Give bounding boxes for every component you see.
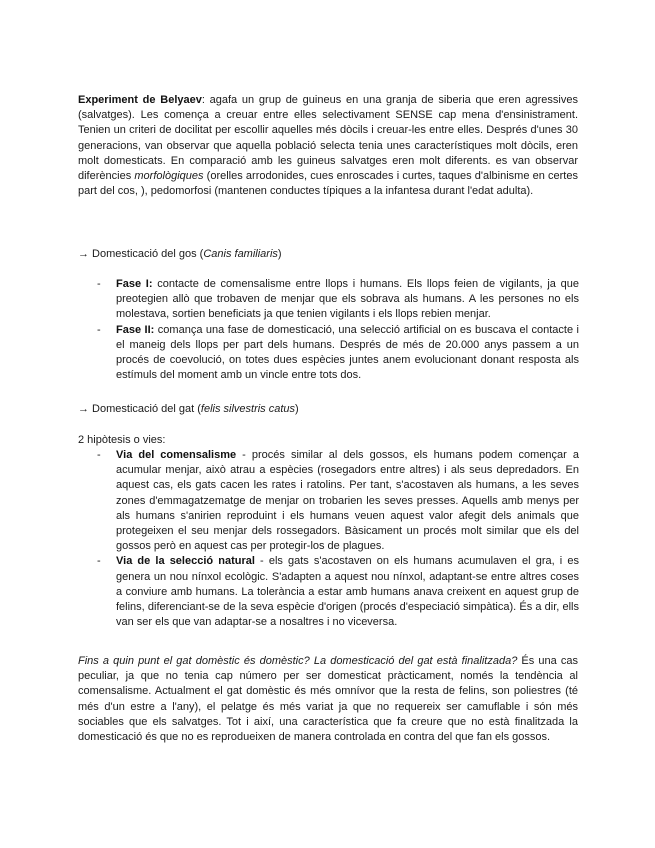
hypothesis-2-label: Via de la selecció natural — [116, 555, 255, 568]
intro-text-1: : agafa un grup de guineus en una granja de siberia que eren agressives (salvatges). Les comença a creuar entre elles selectivament SENSE cap mena d'ensinistrament. Tenien un criteri de docilitat per escollir aquelles més dòcils i creuar-les entre elles. Després d'unes 30 generacions, van observar que aquella població selecta tenia unes característiques molt dòcils, eren molt domesticats. En comparació amb les guineus salvatges eren molt diferents. es van observar diferències — [78, 94, 578, 183]
list-item — [97, 323, 579, 384]
phase-1-label: Fase I: — [116, 278, 153, 290]
dog-heading-prefix: → Domesticació del gos ( — [78, 248, 204, 260]
list-dash: - — [97, 323, 101, 336]
phase-2-text: comança una fase de domesticació, una selecció artificial on es buscava el contacte i el maneig dels llops per part dels humans. Després de més de 20.000 anys passem a un procés de coevolució, on totes dues espècies juntes anem evolucionant donant resposta als estímuls del moment amb un vincle entre tots dos. — [116, 323, 580, 382]
hypothesis-2-text: - els gats s'acostaven on els humans acumulaven el gra, i es genera un nou nínxol ecològic. S'adapten a aquest nou nínxol, adaptant-se entre altres coses a conviure amb humans. La tolerància a estar amb humans anava creixent en aquest grup de felins, diferenciant-se de la seva espècie d'origen (procés d'especiació simpàtica). És a dir, ells van ser els que van adaptar-se a nosaltres i no viceversa. — [116, 555, 579, 629]
list-dash: - — [97, 555, 101, 568]
intro-italic-word: morfològiques — [134, 170, 204, 183]
hypothesis-1-label: Via del comensalisme — [116, 449, 237, 461]
conclusion-text: És una cas peculiar, ja que no tenia cap número per ser domesticat pràcticament, només la tendència al comensalisme. Actualment el gat domèstic és més omnívor que la resta de felins, son poliestres (té més d'un estre a l'any), el pelatge és més variat ja que no requereix ser camuflable i són més sociables que els salvatges. Tot i així, una característica que fa creure que no està finalitzada la domesticació és que no es reprodueixen de manera controlada en contra del que fan els gossos. — [78, 655, 578, 744]
cat-subheading: 2 hipòtesis o vies: — [78, 434, 166, 446]
dog-heading-latin: Canis familiaris — [203, 248, 278, 260]
phase-1-text: contacte de comensalisme entre llops i humans. Els llops feien de vigilants, ja que preotegien allò que trobaven de menjar que els sobrava als humans. A les persones no els molestava, sortien beneficiats ja que tenien vigilants i els llops rebien menjar. — [116, 278, 579, 321]
cat-heading-suffix: ) — [295, 403, 299, 415]
cat-heading-prefix: → Domesticació del gat ( — [78, 403, 201, 415]
list-dash: - — [97, 449, 101, 461]
intro-paragraph — [78, 93, 578, 199]
cat-hypothesis-list — [97, 448, 579, 630]
dog-heading — [78, 247, 578, 262]
list-item — [97, 554, 579, 630]
dog-phase-list — [97, 277, 579, 383]
intro-title: Experiment de Belyaev — [78, 94, 202, 106]
dog-heading-suffix: ) — [277, 248, 282, 260]
list-dash: - — [97, 278, 101, 290]
list-item — [97, 448, 579, 554]
conclusion-paragraph — [78, 654, 578, 745]
list-item — [97, 277, 579, 323]
conclusion-question: Fins a quin punt el gat domèstic és domèstic? La domesticació del gat està finalitzada? — [78, 655, 518, 667]
hypothesis-1-text: - procés similar al dels gossos, els humans podem començar a acumular menjar, això atrau a espècies (rosegadors entre altres) i als seus depredadors. En aquest cas, els gats cacen les rates i ratolins. Per tant, s'acostaven als humans, a les seves zones d'emmagatzematge de menjar on trobarien les seves presses. Aquells amb menys per als humans s'anirien reproduint i els humans veuen aquest valor afegit dels animals que protegeixen el seu menjar dels rossegadors. Bàsicament un procés molt similar que els del gossos però en aquest cas per protegir-los de plagues. — [116, 449, 579, 553]
cat-heading — [78, 402, 578, 417]
cat-heading-latin: felis silvestris catus — [200, 403, 296, 415]
intro-text-2: (orelles arrodonides, cues enroscades i curtes, taques d'albinisme en certes part del cos, ), pedomorfosi (mantenen conductes típiques a la infantesa durant l'edat adulta). — [78, 170, 578, 198]
phase-2-label: Fase II: — [116, 323, 155, 336]
